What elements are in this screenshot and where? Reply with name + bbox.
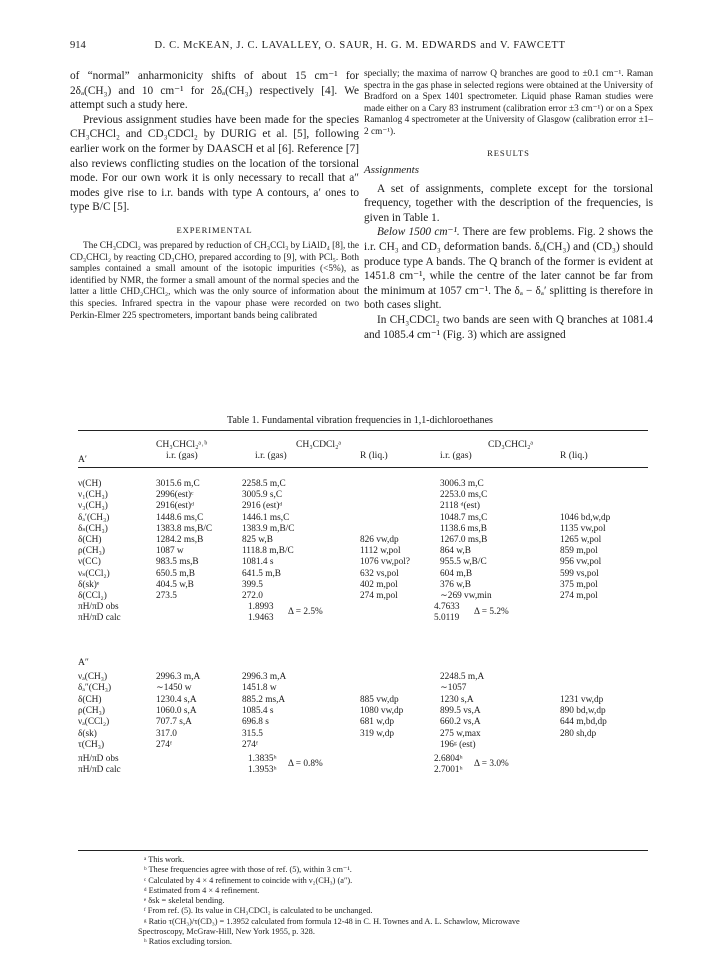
cell-sp2-ir: 2258.5 m,C [242,479,286,489]
ratio-obs-label: πH/πD obs [78,754,119,764]
cell-sp2-ir: 1085.4 s [242,705,274,716]
cell-sp3-raman: 1265 w,pol [560,535,602,545]
footnote: ᶜ Calculated by 4 × 4 refinement to coincide with ν₂(CH₃) (a″). [144,875,353,885]
cell-sp2-ir: 1118.8 m,B/C [242,546,294,557]
below-1500-text: There are few problems. Fig. 2 shows the i.r. CH₃ and CD₃ deformation bands. δₐ(CH₃) and (CD₃) should produce type A bands. The Q branch of the former is evident at 1451.8 cm⁻¹, while the centre of the later cannot be far from the minimum at 1057 cm⁻¹. The δₐ − δₐ′ splitting is therefore in both cases slight. [364,226,653,312]
ratio-calc-label: πH/πD calc [78,765,121,775]
cell-sp1-ir: 2916(est)ᵈ [156,501,195,512]
cell-sp2-ir: 1081.4 s [242,557,274,568]
cell-sp1-ir: 707.7 s,A [156,717,192,728]
ratio-calc-label: πH/πD calc [78,613,121,623]
cell-sp3-ir: 1267.0 ms,B [440,535,488,545]
cell-sp1-ir: ∼1450 w [156,683,192,694]
cell-sp2-raman: 402 m,pol [360,579,398,590]
cell-sp1-ir: 1383.8 ms,B/C [156,523,213,534]
cell-sp3-raman: 274 m,pol [560,591,598,601]
cell-sp2-raman: 885 vw,dp [360,694,399,705]
ratio-sp2-delta: Δ = 0.8% [288,759,323,769]
footnote: ᵈ Estimated from 4 × 4 refinement. [144,885,260,895]
cell-sp1-ir: 983.5 ms,B [156,557,199,568]
footnote: Spectroscopy, McGraw-Hill, New York 1955, p. 328. [138,927,315,937]
cell-sp2-ir: 1446.1 ms,C [242,512,290,523]
cell-sp2-ir: 315.5 [242,728,263,739]
cell-sp2-ir: 825 w,B [242,535,273,545]
experimental-paragraph: The CH₃CDCl₂ was prepared by reduction of CH₃CCl₃ by LiAlD₄ [8], the CD₃CHCl₂ by reacting CD₃CHO, prepared according to [9], with PCl₅. Both samples contained a small amount of the isotopic impurities (<5%), as identified by NMR, the former a small amount of the normal species and the latter a little CHD₂CHCl₂, which was the only source of information about this species. Infrared spectra in the vapour phase were recorded on two Perkin-Elmer 225 spectrometers, important bands being calibrated [70,240,359,321]
author-line: D. C. McKEAN, J. C. LAVALLEY, O. SAUR, H. G. M. EDWARDS and V. FAWCETT [154,40,566,51]
cell-mode: δ(CH) [78,694,102,705]
cell-mode: νₛ(CCl₂) [78,568,110,579]
cell-sp2-raman: 1112 w,pol [360,546,401,557]
right-column [364,69,653,342]
cell-sp2-ir: 696.8 s [242,717,269,728]
cell-sp1-ir: 2996.3 m,A [156,672,201,682]
left-column [70,69,359,322]
species3-header: CD₃CHCl₂ᵃ [488,439,534,450]
cell-mode: ν(CH) [78,479,102,489]
cell-sp3-ir: 864 w,B [440,546,471,557]
cell-mode: δ(sk) [78,728,97,739]
cell-sp3-raman: 1231 vw,dp [560,694,604,705]
cell-mode: δₐ′(CH₃) [78,512,110,523]
cell-sp3-ir: 1138.6 ms,B [440,523,487,534]
cell-sp2-raman: 1080 vw,dp [360,705,404,716]
assignments-paragraph: A set of assignments, complete except for the torsional frequency, together with the description of the frequencies, is given in Table 1. [364,182,653,224]
cell-mode: δ(CH) [78,535,102,545]
cell-sp3-ir: ∼1057 [440,683,467,694]
cell-sp2-ir: 1451.8 w [242,683,277,694]
cell-sp3-raman: 280 sh,dp [560,728,597,739]
cell-sp3-ir: 2248.5 m,A [440,672,485,682]
cell-sp1-ir: 2996(est)ᶜ [156,490,194,501]
cell-sp3-raman: 644 m,bd,dp [560,717,607,728]
cell-sp1-ir: 274ᶠ [156,739,172,750]
cell-sp2-ir: 2916 (est)ᵈ [242,501,283,512]
species2-subheader-ir: i.r. (gas) [255,450,287,461]
cell-sp3-ir: 660.2 vs,A [440,717,481,728]
symmetry-a2-label: A″ [78,657,89,668]
cell-sp2-ir: 885.2 ms,A [242,694,286,705]
cell-mode: δₛ(CH₃) [78,523,108,534]
cell-sp1-ir: 3015.6 m,C [156,479,200,489]
cell-sp2-raman: 632 vs,pol [360,568,399,579]
cell-sp3-ir: 899.5 vs,A [440,705,481,716]
cell-sp1-ir: 1230.4 s,A [156,694,197,705]
ratio-sp3-delta: Δ = 5.2% [474,607,509,617]
cell-mode: τ(CH₃) [78,739,105,750]
table-bottom-rule [78,850,648,851]
cell-sp2-raman: 826 vw,dp [360,535,399,545]
ratio-sp2-calc: 1.3953ʰ [248,765,277,775]
cell-sp3-ir: 1230 s,A [440,694,474,705]
cell-sp3-ir: 2253.0 ms,C [440,490,488,501]
assignments-subheading: Assignments [364,163,419,176]
cell-mode: ν(CC) [78,557,101,568]
below-1500-lead: Below 1500 cm⁻¹. [377,226,460,239]
table-header-rule [78,467,648,468]
cell-sp2-ir: 399.5 [242,579,263,590]
cell-sp3-raman: 1046 bd,w,dp [560,512,611,523]
cell-sp3-raman: 956 vw,pol [560,557,602,568]
cell-sp2-ir: 3005.9 s,C [242,490,283,501]
cell-sp3-ir: 376 w,B [440,579,471,590]
cell-sp1-ir: 317.0 [156,728,177,739]
experimental-heading: EXPERIMENTAL [176,224,253,235]
table-top-rule [78,430,648,431]
species3-subheader-ir: i.r. (gas) [440,450,472,461]
cell-mode: δ(CCl₂) [78,591,107,601]
cell-mode: δ(sk)ᵉ [78,579,100,590]
ratio-sp3-obs: 2.6804ʰ [434,754,463,764]
species2-header: CH₃CDCl₂ᵃ [296,439,342,450]
cell-sp1-ir: 1087 w [156,546,184,557]
cell-sp1-ir: 650.5 m,B [156,568,195,579]
cell-mode: δₐ″(CH₃) [78,683,112,694]
footnote: ᵃ This work. [144,855,185,864]
species1-subheader: i.r. (gas) [166,450,198,461]
ratio-sp2-calc: 1.9463 [248,613,274,623]
cell-sp2-raman: 1076 vw,pol? [360,557,411,568]
cell-sp3-raman: 890 bd,w,dp [560,705,606,716]
ratio-obs-label: πH/πD obs [78,602,119,612]
cell-sp2-ir: 272.0 [242,591,263,601]
ratio-sp3-calc: 5.0119 [434,613,460,623]
cell-sp3-ir: 604 m,B [440,568,473,579]
ratio-sp3-obs: 4.7633 [434,602,460,612]
footnote: ᵇ These frequencies agree with those of ref. (5), within 3 cm⁻¹. [144,865,352,875]
footnote: ᵉ δsk = skeletal bending. [144,896,225,906]
ratio-sp3-calc: 2.7001ʰ [434,765,463,775]
cell-sp3-ir: 275 w,max [440,728,481,739]
table-caption: Table 1. Fundamental vibration frequencies in 1,1-dichloroethanes [227,415,493,426]
footnote: ᶠ From ref. (5). Its value in CH₃CDCl₂ is calculated to be unchanged. [144,906,373,916]
cell-mode: ρ(CH₃) [78,546,105,557]
cell-sp1-ir: 1060.0 s,A [156,705,197,716]
cell-sp3-raman: 1135 vw,pol [560,523,606,534]
below-1500-paragraph [364,225,653,313]
cell-sp2-ir: 2996.3 m,A [242,672,287,682]
cell-mode: ν₃(CH₃) [78,501,108,512]
ratio-sp3-delta: Δ = 3.0% [474,759,509,769]
species3-subheader-raman: R (liq.) [560,450,588,461]
cell-sp3-raman: 375 m,pol [560,579,598,590]
cell-mode: ρ(CH₃) [78,705,105,716]
ratio-sp2-delta: Δ = 2.5% [288,607,323,617]
intro-paragraph: of “normal” anharmonicity shifts of about 15 cm⁻¹ for 2δₐ(CH₃) and 10 cm⁻¹ for 2δₐ(CH₃) respectively [4]. We attempt such a study here. [70,70,359,112]
cell-sp3-ir: 955.5 w,B/C [440,557,487,568]
cell-sp2-raman: 319 w,dp [360,728,395,739]
ch3cdcl2-paragraph: In CH₃CDCl₂ two bands are seen with Q branches at 1081.4 and 1085.4 cm⁻¹ (Fig. 3) which are assigned [364,313,653,341]
cell-sp2-ir: 1383.9 m,B/C [242,523,295,534]
cell-sp1-ir: 273.5 [156,591,177,601]
cell-mode: νₐ(CH₃) [78,672,108,682]
cell-sp3-raman: 859 m,pol [560,546,598,557]
cell-sp3-ir: 3006.3 m,C [440,479,484,489]
calibration-paragraph: specially; the maxima of narrow Q branches are good to ±0.1 cm⁻¹. Raman spectra in the gas phase in selected regions were obtained at the University of Bradford on a Spex 1401 spectrometer. Liquid phase Raman studies were made either on a Cary 83 instrument (calibration error ±3 cm⁻¹) or on a Spex Ramanlog 4 spectrometer at the University of Glasgow (calibration error ±1–2 cm⁻¹). [364,69,653,137]
results-heading: RESULTS [487,147,530,158]
cell-sp1-ir: 1284.2 ms,B [156,535,204,545]
footnotes [138,855,658,948]
footnote: ʰ Ratios excluding torsion. [144,937,232,947]
assignment-studies-paragraph: Previous assignment studies have been made for the species CH₃CHCl₂ and CD₃CDCl₂ by DURIG et al. [5], following earlier work on the former by DAASCH et al [6]. Reference [7] also reviews conflicting studies on the location of the torsional mode. For our own work it is only necessary to recall that a″ modes give rise to i.r. bands with type A contours, a′ ones to type B/C [5]. [70,113,359,214]
species2-subheader-raman: R (liq.) [360,450,388,461]
footnote: ᵍ Ratio τ(CH₃)/τ(CD₃) = 1.3952 calculated from formula 12-48 in C. H. Townes and A. L. Schawlow, Microwave [144,916,520,926]
ratio-sp2-obs: 1.3835ʰ [248,754,277,764]
cell-sp2-ir: 641.5 m,B [242,568,281,579]
cell-sp2-ir: 274ᶠ [242,739,258,750]
cell-sp1-ir: 1448.6 ms,C [156,512,204,523]
cell-sp3-ir: ∼269 vw,min [440,591,492,601]
cell-sp3-ir: 2118 ᵈ(est) [440,501,480,512]
cell-sp3-ir: 196ᵍ (est) [440,739,476,750]
page-number: 914 [70,40,86,51]
cell-sp3-raman: 599 vs,pol [560,568,599,579]
cell-sp2-raman: 274 m,pol [360,591,398,601]
ratio-sp2-obs: 1.8993 [248,602,274,612]
cell-sp3-ir: 1048.7 ms,C [440,512,488,523]
species1-header: CH₃CHCl₂ᵃ˒ᵇ [156,439,208,450]
cell-mode: νₐ(CCl₂) [78,717,110,728]
cell-sp1-ir: 404.5 w,B [156,579,194,590]
cell-sp2-raman: 681 w,dp [360,717,395,728]
cell-mode: ν₁(CH₃) [78,490,108,501]
running-header [70,40,650,54]
symmetry-a1-label: A′ [78,454,88,465]
